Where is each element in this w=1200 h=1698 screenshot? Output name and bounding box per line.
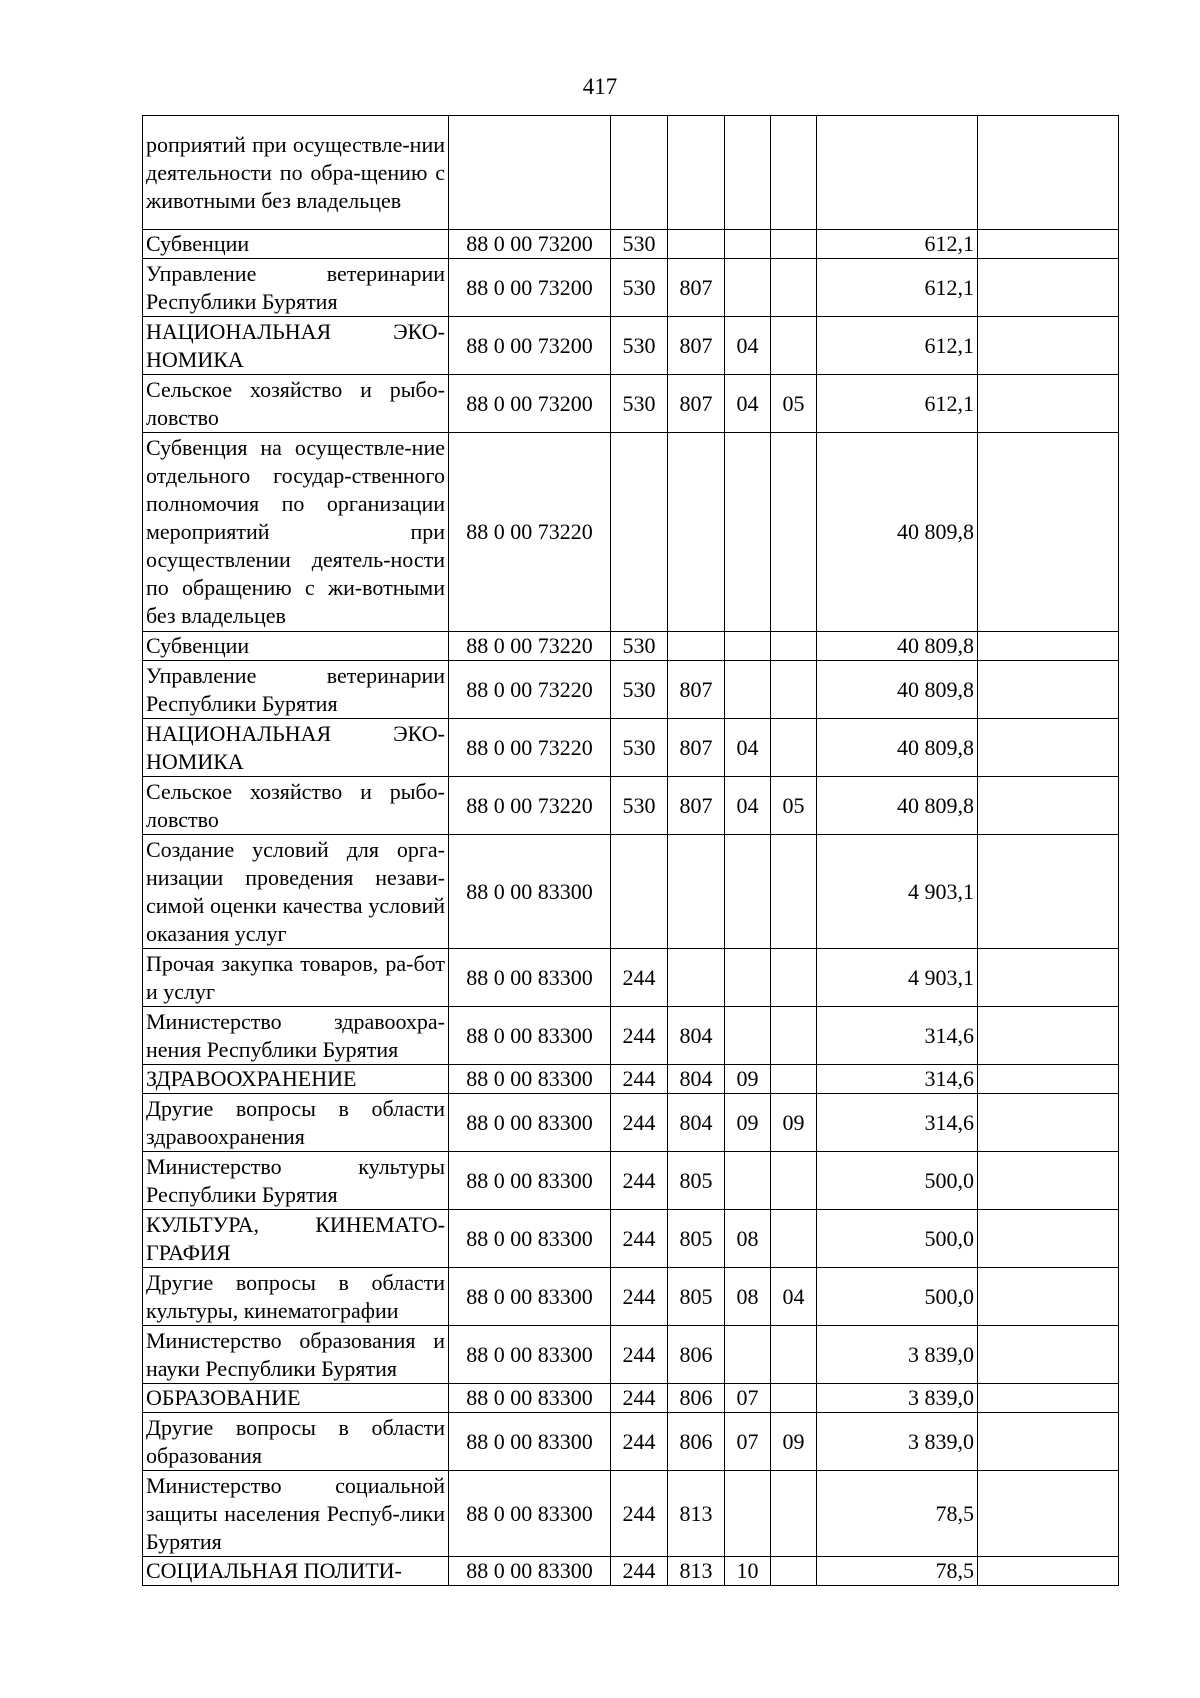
- name-cell: роприятий при осуществле-нии деятельности по обра-щению с животными без владельцев: [143, 116, 449, 230]
- administrator-cell: 805: [668, 1268, 725, 1326]
- table-row: [143, 317, 1119, 375]
- amount-cell: 612,1: [817, 230, 978, 259]
- amount-cell: 314,6: [817, 1065, 978, 1094]
- subsection-cell: [771, 1326, 817, 1384]
- expense-type-cell: 530: [611, 661, 668, 719]
- table-row: [143, 719, 1119, 777]
- subsection-cell: [771, 433, 817, 632]
- code-cell: 88 0 00 83300: [449, 1384, 611, 1413]
- subsection-cell: [771, 1557, 817, 1586]
- table-row: [143, 835, 1119, 949]
- administrator-cell: 804: [668, 1065, 725, 1094]
- code-cell: 88 0 00 73220: [449, 719, 611, 777]
- expense-type-cell: 530: [611, 375, 668, 433]
- table-row: [143, 1065, 1119, 1094]
- amount-cell: 612,1: [817, 317, 978, 375]
- empty-cell: [978, 949, 1119, 1007]
- administrator-cell: [668, 632, 725, 661]
- table-row: [143, 661, 1119, 719]
- table-row: [143, 1210, 1119, 1268]
- code-cell: 88 0 00 83300: [449, 1413, 611, 1471]
- name-cell: НАЦИОНАЛЬНАЯ ЭКО-НОМИКА: [143, 317, 449, 375]
- empty-cell: [978, 1152, 1119, 1210]
- table-body: [143, 116, 1119, 1586]
- section-cell: 04: [725, 777, 771, 835]
- amount-cell: 40 809,8: [817, 777, 978, 835]
- empty-cell: [978, 1384, 1119, 1413]
- name-cell: Министерство социальной защиты населения Респуб-лики Бурятия: [143, 1471, 449, 1557]
- amount-cell: 500,0: [817, 1268, 978, 1326]
- name-cell: Сельское хозяйство и рыбо-ловство: [143, 777, 449, 835]
- subsection-cell: [771, 1065, 817, 1094]
- administrator-cell: 807: [668, 317, 725, 375]
- expense-type-cell: [611, 433, 668, 632]
- subsection-cell: [771, 1152, 817, 1210]
- subsection-cell: [771, 949, 817, 1007]
- expense-type-cell: 530: [611, 632, 668, 661]
- code-cell: 88 0 00 83300: [449, 949, 611, 1007]
- name-cell: Управление ветеринарии Республики Бурятия: [143, 661, 449, 719]
- amount-cell: 314,6: [817, 1007, 978, 1065]
- amount-cell: 40 809,8: [817, 632, 978, 661]
- subsection-cell: [771, 1007, 817, 1065]
- subsection-cell: 09: [771, 1413, 817, 1471]
- expense-type-cell: 244: [611, 1210, 668, 1268]
- empty-cell: [978, 1094, 1119, 1152]
- name-cell: Другие вопросы в области образования: [143, 1413, 449, 1471]
- empty-cell: [978, 1210, 1119, 1268]
- administrator-cell: 807: [668, 777, 725, 835]
- subsection-cell: [771, 1384, 817, 1413]
- budget-table: [142, 115, 1119, 1586]
- empty-cell: [978, 375, 1119, 433]
- code-cell: 88 0 00 73220: [449, 777, 611, 835]
- section-cell: [725, 116, 771, 230]
- amount-cell: 3 839,0: [817, 1384, 978, 1413]
- expense-type-cell: 530: [611, 317, 668, 375]
- name-cell: Прочая закупка товаров, ра-бот и услуг: [143, 949, 449, 1007]
- name-cell: СОЦИАЛЬНАЯ ПОЛИТИ-: [143, 1557, 449, 1586]
- amount-cell: 500,0: [817, 1210, 978, 1268]
- empty-cell: [978, 259, 1119, 317]
- amount-cell: 40 809,8: [817, 661, 978, 719]
- amount-cell: 4 903,1: [817, 949, 978, 1007]
- empty-cell: [978, 230, 1119, 259]
- subsection-cell: [771, 230, 817, 259]
- section-cell: [725, 1007, 771, 1065]
- empty-cell: [978, 661, 1119, 719]
- administrator-cell: 804: [668, 1007, 725, 1065]
- administrator-cell: 807: [668, 259, 725, 317]
- empty-cell: [978, 1413, 1119, 1471]
- code-cell: 88 0 00 73200: [449, 259, 611, 317]
- empty-cell: [978, 835, 1119, 949]
- section-cell: 10: [725, 1557, 771, 1586]
- code-cell: 88 0 00 73200: [449, 375, 611, 433]
- administrator-cell: 805: [668, 1210, 725, 1268]
- expense-type-cell: 530: [611, 777, 668, 835]
- name-cell: Другие вопросы в области здравоохранения: [143, 1094, 449, 1152]
- section-cell: 08: [725, 1268, 771, 1326]
- administrator-cell: 807: [668, 719, 725, 777]
- subsection-cell: 05: [771, 375, 817, 433]
- name-cell: НАЦИОНАЛЬНАЯ ЭКО-НОМИКА: [143, 719, 449, 777]
- name-cell: Другие вопросы в области культуры, кинематографии: [143, 1268, 449, 1326]
- empty-cell: [978, 1268, 1119, 1326]
- table-row: [143, 777, 1119, 835]
- subsection-cell: [771, 719, 817, 777]
- amount-cell: 78,5: [817, 1471, 978, 1557]
- page-number: 417: [582, 74, 618, 99]
- expense-type-cell: 244: [611, 1268, 668, 1326]
- section-cell: 07: [725, 1384, 771, 1413]
- expense-type-cell: 244: [611, 1065, 668, 1094]
- subsection-cell: 09: [771, 1094, 817, 1152]
- section-cell: 07: [725, 1413, 771, 1471]
- name-cell: Министерство образования и науки Республики Бурятия: [143, 1326, 449, 1384]
- code-cell: 88 0 00 83300: [449, 1152, 611, 1210]
- expense-type-cell: 244: [611, 1413, 668, 1471]
- amount-cell: 4 903,1: [817, 835, 978, 949]
- empty-cell: [978, 719, 1119, 777]
- amount-cell: 3 839,0: [817, 1326, 978, 1384]
- code-cell: 88 0 00 83300: [449, 1471, 611, 1557]
- administrator-cell: [668, 433, 725, 632]
- administrator-cell: 806: [668, 1326, 725, 1384]
- subsection-cell: 05: [771, 777, 817, 835]
- expense-type-cell: 244: [611, 1384, 668, 1413]
- subsection-cell: 04: [771, 1268, 817, 1326]
- amount-cell: [817, 116, 978, 230]
- table-row: [143, 1094, 1119, 1152]
- section-cell: 09: [725, 1094, 771, 1152]
- table-row: [143, 1326, 1119, 1384]
- table-row: [143, 1268, 1119, 1326]
- administrator-cell: 806: [668, 1384, 725, 1413]
- section-cell: [725, 1471, 771, 1557]
- code-cell: 88 0 00 73220: [449, 632, 611, 661]
- amount-cell: 612,1: [817, 375, 978, 433]
- administrator-cell: [668, 230, 725, 259]
- code-cell: 88 0 00 83300: [449, 1007, 611, 1065]
- section-cell: [725, 433, 771, 632]
- subsection-cell: [771, 116, 817, 230]
- table-row: [143, 1384, 1119, 1413]
- amount-cell: 500,0: [817, 1152, 978, 1210]
- administrator-cell: 804: [668, 1094, 725, 1152]
- empty-cell: [978, 1065, 1119, 1094]
- administrator-cell: [668, 116, 725, 230]
- table-row: [143, 632, 1119, 661]
- name-cell: Сельское хозяйство и рыбо-ловство: [143, 375, 449, 433]
- expense-type-cell: 244: [611, 1094, 668, 1152]
- subsection-cell: [771, 317, 817, 375]
- code-cell: 88 0 00 83300: [449, 1557, 611, 1586]
- section-cell: 08: [725, 1210, 771, 1268]
- administrator-cell: [668, 835, 725, 949]
- section-cell: [725, 661, 771, 719]
- code-cell: 88 0 00 83300: [449, 1094, 611, 1152]
- code-cell: 88 0 00 73200: [449, 317, 611, 375]
- expense-type-cell: [611, 835, 668, 949]
- administrator-cell: [668, 949, 725, 1007]
- administrator-cell: 807: [668, 661, 725, 719]
- code-cell: 88 0 00 83300: [449, 835, 611, 949]
- name-cell: КУЛЬТУРА, КИНЕМАТО-ГРАФИЯ: [143, 1210, 449, 1268]
- table-row: [143, 433, 1119, 632]
- empty-cell: [978, 632, 1119, 661]
- section-cell: [725, 259, 771, 317]
- amount-cell: 612,1: [817, 259, 978, 317]
- section-cell: [725, 230, 771, 259]
- section-cell: [725, 949, 771, 1007]
- table-row: [143, 1471, 1119, 1557]
- amount-cell: 78,5: [817, 1557, 978, 1586]
- expense-type-cell: 244: [611, 1007, 668, 1065]
- table-row: [143, 1413, 1119, 1471]
- administrator-cell: 813: [668, 1471, 725, 1557]
- code-cell: 88 0 00 73200: [449, 230, 611, 259]
- empty-cell: [978, 433, 1119, 632]
- empty-cell: [978, 1326, 1119, 1384]
- name-cell: Субвенции: [143, 230, 449, 259]
- name-cell: ОБРАЗОВАНИЕ: [143, 1384, 449, 1413]
- amount-cell: 40 809,8: [817, 719, 978, 777]
- expense-type-cell: 530: [611, 259, 668, 317]
- expense-type-cell: [611, 116, 668, 230]
- section-cell: [725, 835, 771, 949]
- table-row: [143, 116, 1119, 230]
- code-cell: 88 0 00 83300: [449, 1210, 611, 1268]
- subsection-cell: [771, 1471, 817, 1557]
- empty-cell: [978, 1007, 1119, 1065]
- section-cell: 04: [725, 317, 771, 375]
- name-cell: Управление ветеринарии Республики Бурятия: [143, 259, 449, 317]
- name-cell: Министерство культуры Республики Бурятия: [143, 1152, 449, 1210]
- expense-type-cell: 244: [611, 1326, 668, 1384]
- empty-cell: [978, 1557, 1119, 1586]
- subsection-cell: [771, 1210, 817, 1268]
- section-cell: [725, 1152, 771, 1210]
- section-cell: 09: [725, 1065, 771, 1094]
- subsection-cell: [771, 835, 817, 949]
- table-row: [143, 949, 1119, 1007]
- code-cell: 88 0 00 73220: [449, 661, 611, 719]
- name-cell: Министерство здравоохра-нения Республики Бурятия: [143, 1007, 449, 1065]
- administrator-cell: 813: [668, 1557, 725, 1586]
- code-cell: 88 0 00 73220: [449, 433, 611, 632]
- table-row: [143, 230, 1119, 259]
- expense-type-cell: 244: [611, 1471, 668, 1557]
- name-cell: Субвенция на осуществле-ние отдельного государ-ственного полномочия по организации мероприятий при осуществлении деятель-ности по обращению с жи-вотными без владельцев: [143, 433, 449, 632]
- table-row: [143, 259, 1119, 317]
- amount-cell: 3 839,0: [817, 1413, 978, 1471]
- amount-cell: 40 809,8: [817, 433, 978, 632]
- expense-type-cell: 244: [611, 1557, 668, 1586]
- name-cell: Создание условий для орга-низации проведения незави-симой оценки качества условий оказания услуг: [143, 835, 449, 949]
- code-cell: 88 0 00 83300: [449, 1268, 611, 1326]
- empty-cell: [978, 317, 1119, 375]
- subsection-cell: [771, 259, 817, 317]
- amount-cell: 314,6: [817, 1094, 978, 1152]
- code-cell: 88 0 00 83300: [449, 1065, 611, 1094]
- administrator-cell: 806: [668, 1413, 725, 1471]
- table-row: [143, 1152, 1119, 1210]
- subsection-cell: [771, 661, 817, 719]
- table-row: [143, 375, 1119, 433]
- section-cell: [725, 632, 771, 661]
- section-cell: 04: [725, 719, 771, 777]
- section-cell: [725, 1326, 771, 1384]
- empty-cell: [978, 1471, 1119, 1557]
- subsection-cell: [771, 632, 817, 661]
- table-row: [143, 1557, 1119, 1586]
- administrator-cell: 807: [668, 375, 725, 433]
- code-cell: [449, 116, 611, 230]
- name-cell: ЗДРАВООХРАНЕНИЕ: [143, 1065, 449, 1094]
- expense-type-cell: 244: [611, 949, 668, 1007]
- table-row: [143, 1007, 1119, 1065]
- section-cell: 04: [725, 375, 771, 433]
- empty-cell: [978, 777, 1119, 835]
- administrator-cell: 805: [668, 1152, 725, 1210]
- expense-type-cell: 244: [611, 1152, 668, 1210]
- expense-type-cell: 530: [611, 719, 668, 777]
- empty-cell: [978, 116, 1119, 230]
- name-cell: Субвенции: [143, 632, 449, 661]
- expense-type-cell: 530: [611, 230, 668, 259]
- code-cell: 88 0 00 83300: [449, 1326, 611, 1384]
